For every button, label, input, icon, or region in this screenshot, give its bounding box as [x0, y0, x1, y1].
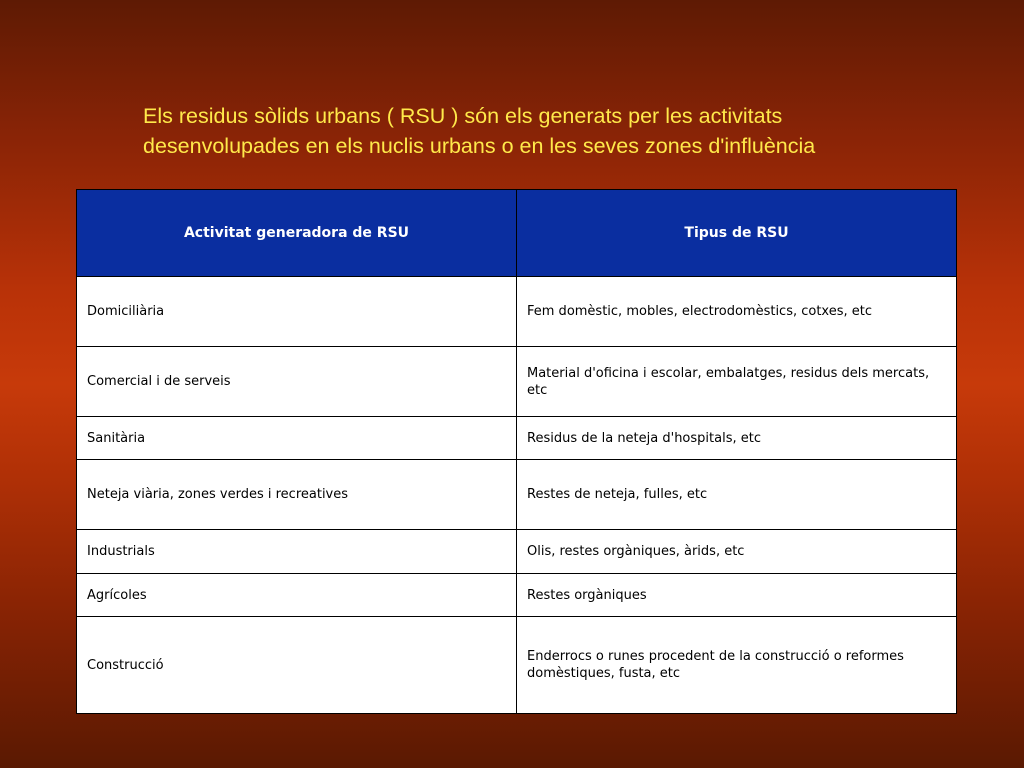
cell-type: Fem domèstic, mobles, electrodomèstics, cotxes, etc	[517, 277, 957, 347]
rsu-table	[76, 189, 957, 714]
cell-activity: Comercial i de serveis	[77, 347, 517, 417]
header-type: Tipus de RSU	[517, 190, 957, 277]
cell-activity: Sanitària	[77, 417, 517, 460]
cell-activity: Domiciliària	[77, 277, 517, 347]
slide-title-line-1: Els residus sòlids urbans ( RSU ) són els generats per les activitats	[143, 104, 783, 128]
cell-type: Residus de la neteja d'hospitals, etc	[517, 417, 957, 460]
table-row	[77, 417, 957, 460]
slide-title	[143, 101, 1003, 161]
cell-type: Enderrocs o runes procedent de la construcció o reformes domèstiques, fusta, etc	[517, 617, 957, 714]
table-row	[77, 574, 957, 617]
table-row	[77, 347, 957, 417]
table-row	[77, 530, 957, 574]
table-row	[77, 277, 957, 347]
cell-type: Restes orgàniques	[517, 574, 957, 617]
cell-activity: Agrícoles	[77, 574, 517, 617]
cell-type: Olis, restes orgàniques, àrids, etc	[517, 530, 957, 574]
header-activity: Activitat generadora de RSU	[77, 190, 517, 277]
slide-title-line-2: desenvolupades en els nuclis urbans o en les seves zones d'influència	[143, 134, 816, 158]
cell-activity: Industrials	[77, 530, 517, 574]
table-header-row	[77, 190, 957, 277]
cell-activity: Neteja viària, zones verdes i recreatives	[77, 460, 517, 530]
table-row	[77, 460, 957, 530]
cell-activity: Construcció	[77, 617, 517, 714]
table-row	[77, 617, 957, 714]
cell-type: Material d'oficina i escolar, embalatges, residus dels mercats, etc	[517, 347, 957, 417]
cell-type: Restes de neteja, fulles, etc	[517, 460, 957, 530]
